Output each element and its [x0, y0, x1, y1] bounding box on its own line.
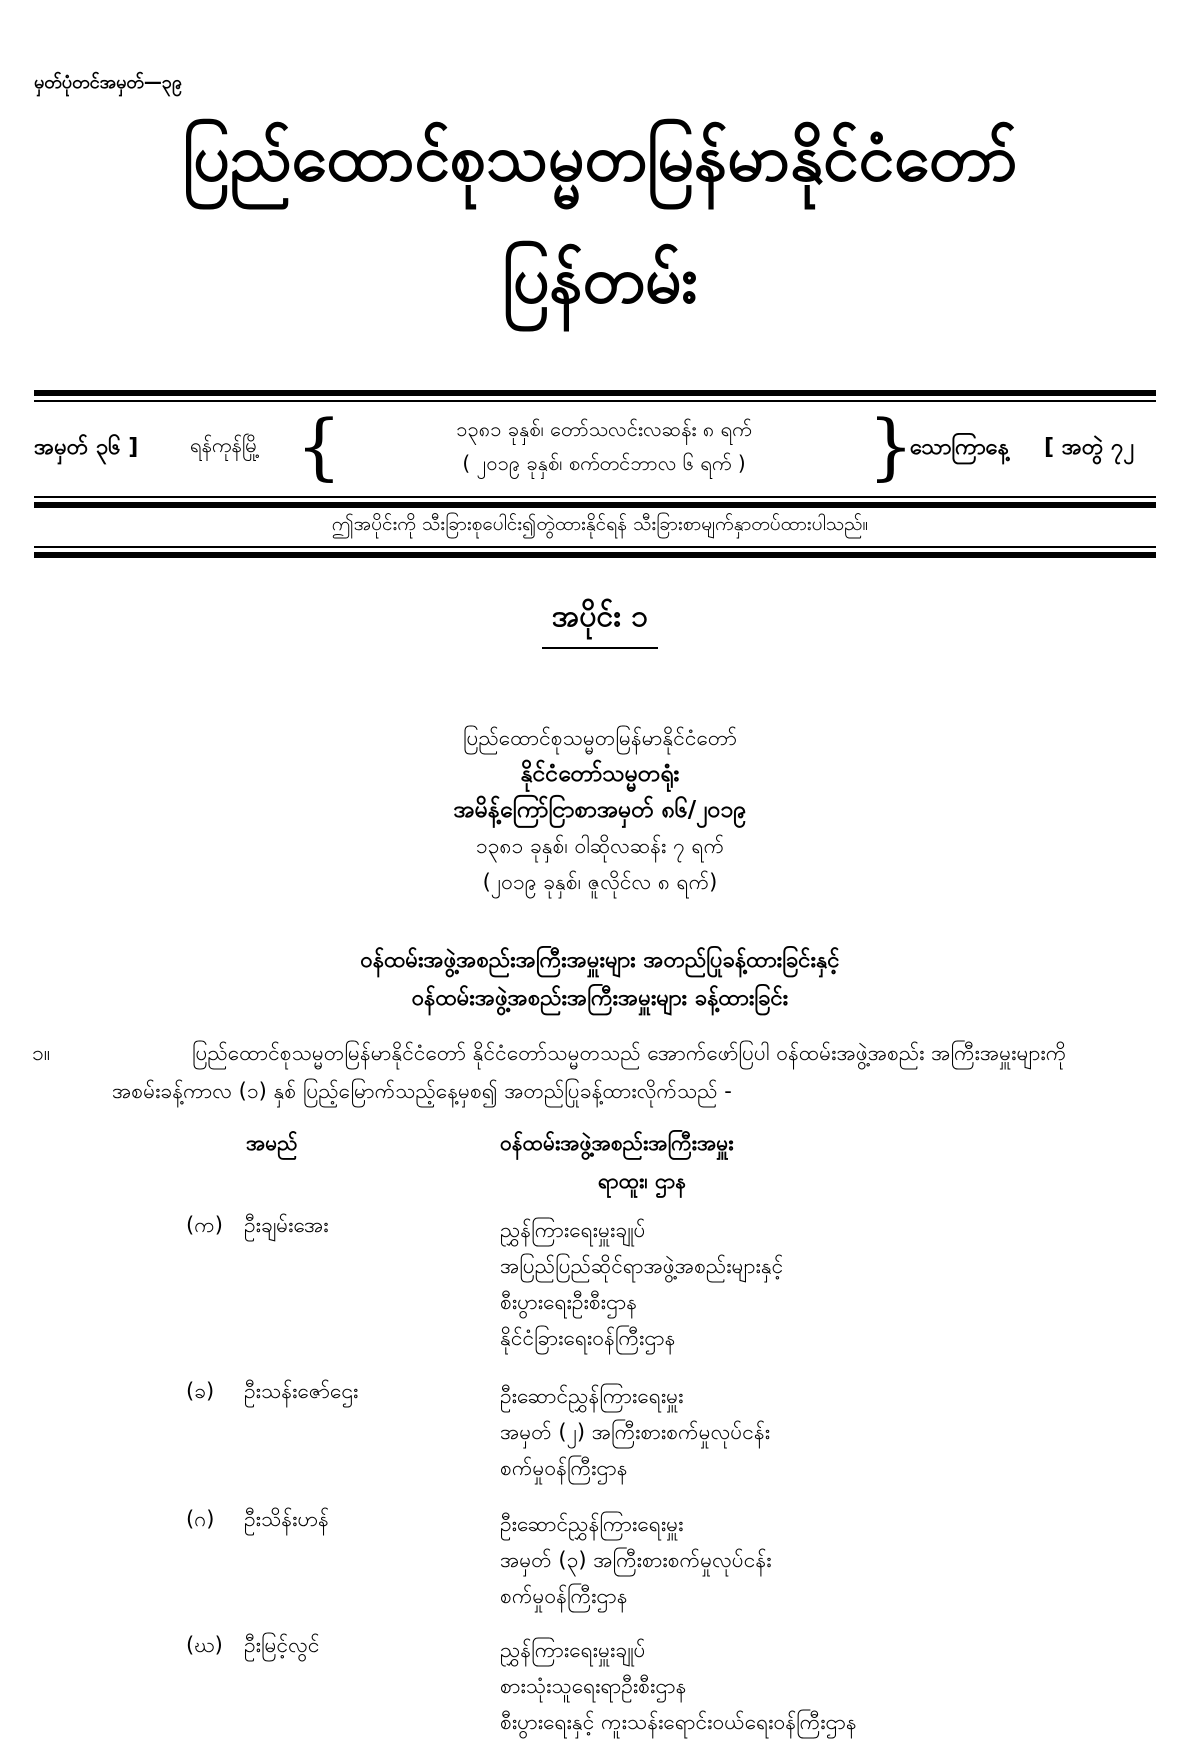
issue-dates [354, 412, 854, 480]
issue-date-gregorian: ( ၂၀၁၉ ခုနှစ်၊ စက်တင်ဘာလ ၆ ရက် ) [462, 451, 746, 475]
entry-position-line: ဦးဆောင်ညွှန်ကြားရေးမှူး [500, 1512, 684, 1536]
order-subject-line2: ဝန်ထမ်းအဖွဲ့အစည်းအကြီးအမှူးများ ခန့်ထားခြင်း [411, 986, 789, 1011]
entry-name: ဦးသိန်းဟန် [244, 1507, 329, 1531]
top-rule-thick [34, 390, 1156, 396]
gazette-title-state: ပြည်ထောင်စုသမ္မတမြန်မာနိုင်ငံတော် [182, 122, 1018, 196]
order-number: အမိန့်ကြော်ငြာစာအမှတ် ၈၆/၂၀၁၉ [453, 797, 747, 823]
entry-position-line: စီးပွားရေးနှင့် ကူးသန်းရောင်းဝယ်ရေးဝန်ကြီးဌာန [500, 1710, 857, 1734]
gazette-title-gazette: ပြန်တမ်း [502, 244, 698, 318]
order-subject [0, 942, 1200, 1018]
column-header-name: အမည် [246, 1131, 298, 1155]
entry-position-line: စားသုံးသူရေးရာဦးစီးဌာန [500, 1674, 687, 1698]
entry-label: (ခ) [186, 1379, 215, 1403]
issue-city: ရန်ကုန်မြို့ [190, 433, 260, 457]
bottom-rule-thin [34, 546, 1156, 548]
issue-number: အမှတ် ၃၆ ] [34, 435, 139, 460]
order-header [0, 720, 1200, 900]
entry-position [500, 1212, 783, 1356]
entry-label: (ဂ) [186, 1507, 215, 1531]
part-heading [0, 596, 1200, 649]
separate-pages-notice: ဤအပိုင်းကို သီးခြားစုပေါင်း၍တွဲထားနိုင်ရန် သီးခြားစာမျက်နှာတပ်ထားပါသည်။ [331, 513, 869, 535]
order-date-myanmar: ၁၃၈၁ ခုနှစ်၊ ဝါဆိုလဆန်း ၇ ရက် [475, 834, 725, 858]
column-header-position-sub: ရာထူး၊ ဌာန [598, 1169, 687, 1193]
bottom-rule-thick [34, 552, 1156, 558]
paragraph-number: ၁။ [32, 1041, 51, 1065]
right-brace: } [868, 404, 914, 488]
issue-weekday: သောကြာနေ့ [910, 435, 1009, 460]
entry-position-line: အပြည်ပြည်ဆိုင်ရာအဖွဲ့အစည်းများနှင့် [500, 1254, 784, 1278]
entry-position [500, 1632, 857, 1740]
issue-date-myanmar: ၁၃၈၁ ခုနှစ်၊ တော်သလင်းလဆန်း ၈ ရက် [456, 417, 752, 441]
entry-position-line: အမှတ် (၂) အကြီးစားစက်မှုလုပ်ငန်း [500, 1420, 771, 1444]
entry-position-line: ဦးဆောင်ညွှန်ကြားရေးမှူး [500, 1384, 684, 1408]
mid-rule-thick [34, 502, 1156, 508]
entry-position-line: ညွှန်ကြားရေးမှူးချုပ် [500, 1218, 646, 1242]
entry-position-line: စက်မှုဝန်ကြီးဌာန [500, 1584, 628, 1608]
order-date-gregorian: (၂၀၁၉ ခုနှစ်၊ ဇူလိုင်လ ၈ ရက်) [482, 870, 718, 894]
entry-position-line: နိုင်ငံခြားရေးဝန်ကြီးဌာန [500, 1326, 676, 1350]
entry-position-line: ညွှန်ကြားရေးမှူးချုပ် [500, 1638, 646, 1662]
entry-position-line: အမှတ် (၃) အကြီးစားစက်မှုလုပ်ငန်း [500, 1548, 772, 1572]
top-rule-thin [34, 400, 1156, 402]
paragraph-1 [32, 1034, 1112, 1110]
part-heading-text: အပိုင်း ၁ [542, 596, 658, 649]
entry-label: (ဃ) [186, 1633, 223, 1657]
column-header-position: ဝန်ထမ်းအဖွဲ့အစည်းအကြီးအမှူး [500, 1131, 734, 1155]
entry-position [500, 1506, 772, 1614]
entry-name: ဦးသန်းဇော်ဌေး [244, 1379, 359, 1403]
entry-position-line: စီးပွားရေးဦးစီးဌာန [500, 1290, 638, 1314]
registration-number: မှတ်ပုံတင်အမှတ်—၃၉ [34, 72, 183, 93]
issue-masthead [34, 404, 1156, 488]
mid-rule-thin [34, 496, 1156, 498]
entry-name: ဦးမြင့်လွင် [244, 1633, 320, 1657]
order-subject-line1: ဝန်ထမ်းအဖွဲ့အစည်းအကြီးအမှူးများ အတည်ပြုခန့်ထားခြင်းနှင့် [360, 948, 840, 973]
left-brace: { [296, 404, 342, 488]
issue-volume: [ အတွဲ ၇၂ [1044, 435, 1135, 460]
order-office: နိုင်ငံတော်သမ္မတရုံး [520, 761, 680, 787]
entry-position-line: စက်မှုဝန်ကြီးဌာန [500, 1456, 628, 1480]
entry-position [500, 1378, 770, 1486]
entry-label: (က) [186, 1213, 223, 1237]
entry-name: ဦးချမ်းအေး [244, 1213, 329, 1237]
paragraph-text: ပြည်ထောင်စုသမ္မတမြန်မာနိုင်ငံတော် နိုင်ငံတော်သမ္မတသည် အောက်ဖော်ပြပါ ဝန်ထမ်းအဖွဲ့အစည်း အကြီးအမှူးများကို အစမ်းခန့်ကာလ (၁) နှစ် ပြည့်မြောက်သည့်နေ့မှစ၍ အတည်ပြုခန့်ထားလိုက်သည် - [112, 1041, 1067, 1103]
order-state: ပြည်ထောင်စုသမ္မတမြန်မာနိုင်ငံတော် [462, 726, 737, 750]
